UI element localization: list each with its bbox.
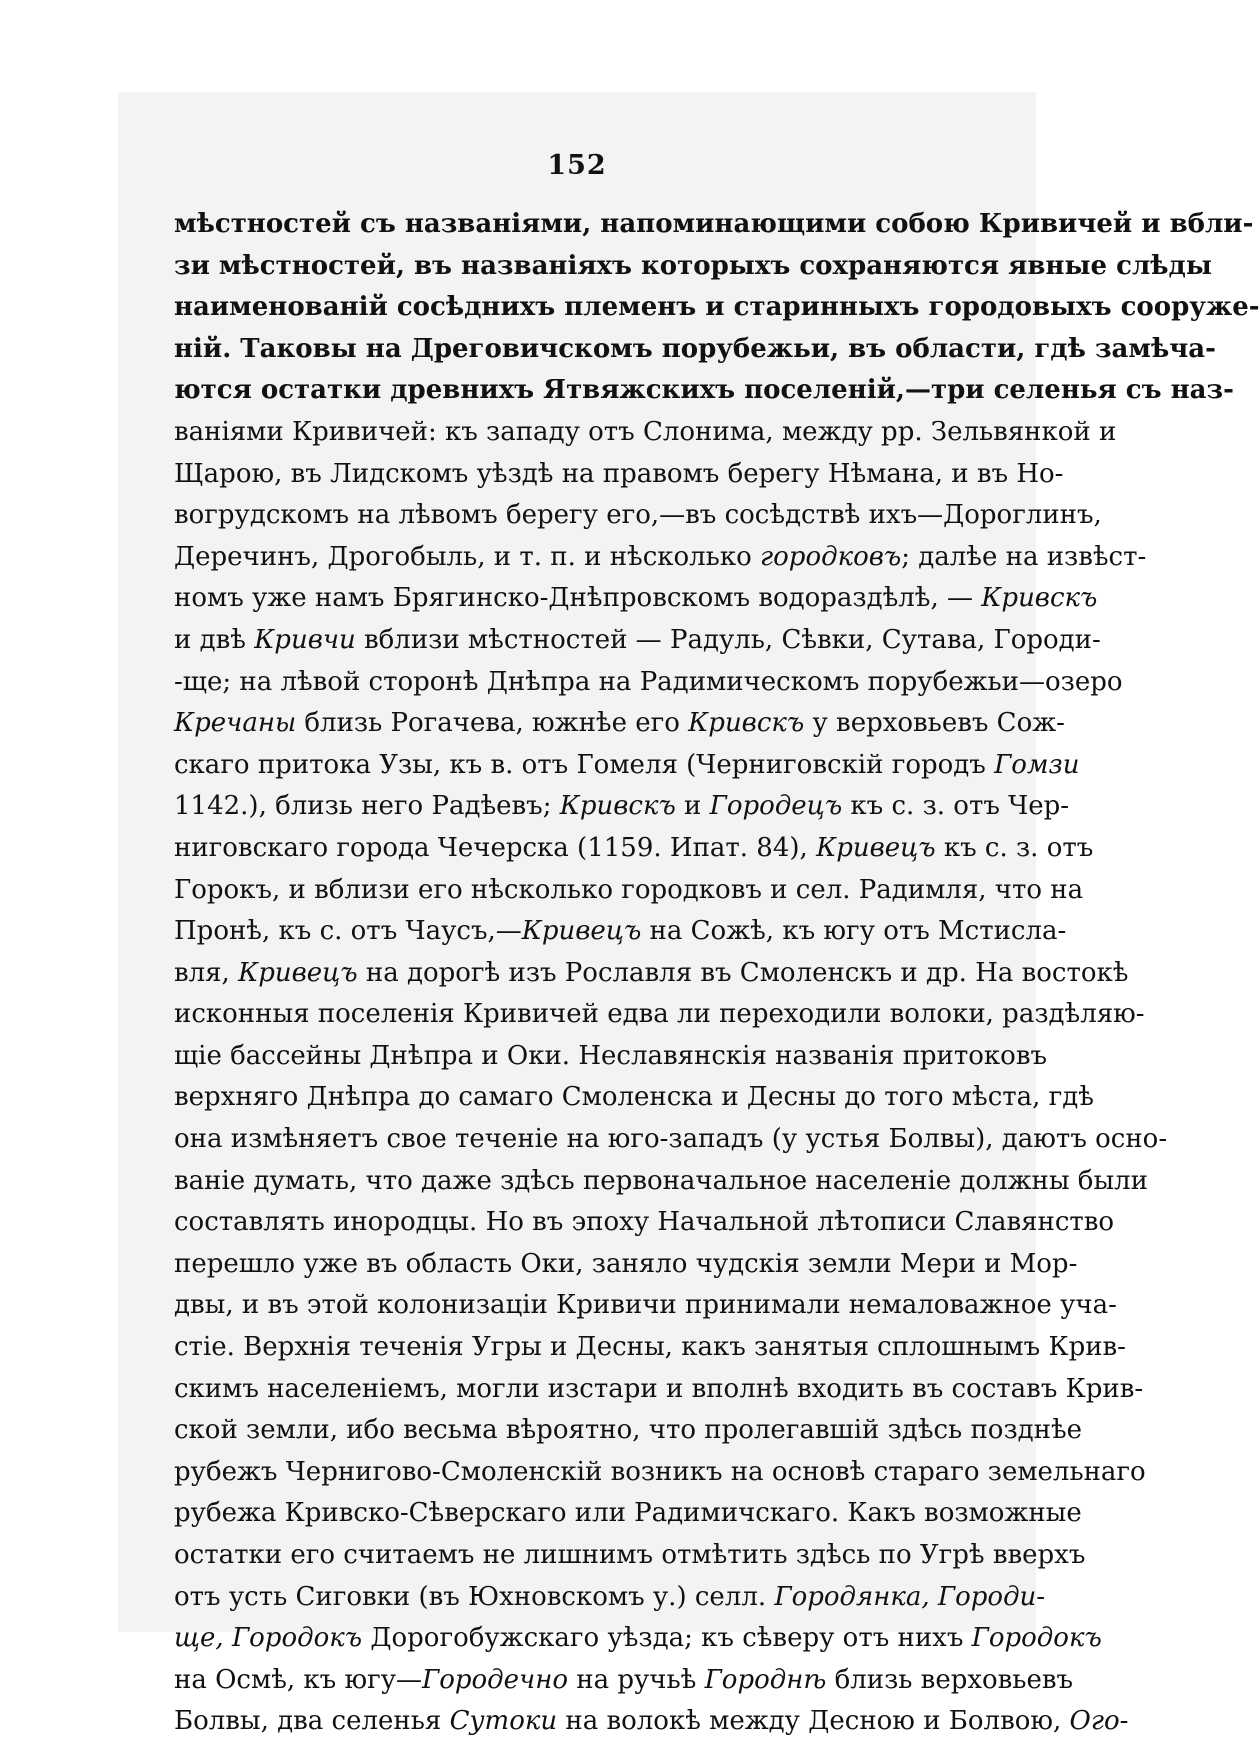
text-line	[174, 870, 1084, 912]
text-segment: и двѣ	[174, 624, 255, 655]
italic-place-name: Кривецъ	[521, 916, 642, 947]
text-segment: вля,	[174, 957, 239, 988]
text-segment: ются остатки древнихъ Ятвяжскихъ поселеній,—три селенья съ наз-	[174, 375, 1234, 406]
text-segment: ниговскаго города Чечерска (1159. Ипат. 84),	[174, 832, 817, 863]
text-segment: Деречинъ, Дрогобыль, и т. п. и нѣсколько	[174, 541, 761, 572]
text-segment: на ручьѣ	[568, 1664, 705, 1695]
text-line	[174, 620, 1101, 662]
book-page	[118, 92, 1260, 1737]
text-line	[174, 1660, 1074, 1702]
italic-place-name: Городокъ	[971, 1623, 1102, 1654]
italic-place-name: Ого-	[1069, 1706, 1129, 1737]
text-line	[174, 994, 1145, 1036]
text-segment: Горокъ, и вблизи его нѣсколько городковъ и сел. Радимля, что на	[174, 874, 1084, 905]
text-line	[174, 828, 1094, 870]
italic-place-name: Кривскъ	[559, 791, 676, 822]
text-line	[174, 370, 1234, 412]
text-segment: ; далѣе на извѣст-	[901, 541, 1147, 572]
italic-place-name: Городецъ	[709, 791, 843, 822]
text-segment: къ с. з. отъ Чер-	[842, 791, 1070, 822]
text-line	[174, 1701, 1129, 1743]
text-segment: рубежъ Черниговo-Смоленскій возникъ на основѣ стараго земельнаго	[174, 1456, 1146, 1487]
text-segment: скаго притока Узы, къ в. отъ Гомеля (Черниговскій городъ	[174, 749, 995, 780]
text-line	[174, 412, 1117, 454]
text-line	[174, 745, 1080, 787]
page-number: 152	[547, 150, 607, 181]
text-line	[174, 662, 1123, 704]
text-line	[174, 1493, 1082, 1535]
text-line	[174, 329, 1216, 371]
text-segment: и	[675, 791, 710, 822]
text-segment: ваніями Кривичей: къ западу отъ Слонима, между рр. Зельвянкой и	[174, 416, 1117, 447]
text-line	[174, 1327, 1126, 1369]
text-segment: -ще; на лѣвой сторонѣ Днѣпра на Радимическомъ порубежьи—озеро	[174, 666, 1123, 697]
text-segment: вогрудскомъ на лѣвомъ берегу его,—въ сосѣдствѣ ихъ—Дороглинъ,	[174, 500, 1102, 531]
italic-place-name: городковъ	[760, 541, 902, 572]
italic-place-name: Сутоки	[449, 1706, 558, 1737]
text-segment: Щарою, въ Лидскомъ уѣздѣ на правомъ берегу Нѣмана, и въ Но-	[174, 458, 1064, 489]
text-segment: на Сожѣ, къ югу отъ Мстисла-	[641, 916, 1067, 947]
text-line	[174, 1577, 1046, 1619]
italic-place-name: Кривчи	[254, 624, 356, 655]
text-line	[174, 1161, 1148, 1203]
text-line	[174, 1410, 1083, 1452]
text-segment: стіе. Верхнія теченія Угры и Десны, какъ занятыя сплошнымъ Крив-	[174, 1332, 1126, 1363]
text-line	[174, 495, 1102, 537]
text-segment: перешло уже въ область Оки, заняло чудскія земли Мери и Мор-	[174, 1248, 1078, 1279]
text-segment: на дорогѣ изъ Рославля въ Смоленскъ и др. На востокѣ	[357, 957, 1129, 988]
text-line	[174, 703, 1065, 745]
text-line	[174, 1036, 1048, 1078]
text-segment: остатки его считаемъ не лишнимъ отмѣтить здѣсь по Угрѣ вверхъ	[174, 1540, 1086, 1570]
italic-place-name: Гомзи	[994, 749, 1080, 780]
italic-place-name: Городнѣ	[704, 1664, 827, 1695]
text-segment: ской земли, ибо весьма вѣроятно, что пролегавшій здѣсь позднѣе	[174, 1415, 1083, 1446]
text-segment: ній. Таковы на Дреговичскомъ порубежьи, въ области, гдѣ замѣча-	[174, 333, 1216, 364]
text-line	[174, 1369, 1144, 1411]
text-line	[174, 1285, 1117, 1327]
text-line	[174, 911, 1067, 953]
text-line	[174, 953, 1129, 995]
text-segment: щіе бассейны Днѣпра и Оки. Неславянскія названія притоковъ	[174, 1040, 1048, 1071]
italic-place-name: Кривецъ	[238, 957, 358, 988]
text-line	[174, 1535, 1086, 1577]
text-segment: Дорогобужскаго уѣзда; къ сѣверу отъ нихъ	[362, 1623, 972, 1654]
text-line	[174, 204, 1254, 246]
text-line	[174, 454, 1064, 496]
text-segment: верхняго Днѣпра до самаго Смоленска и Десны до того мѣста, гдѣ	[174, 1082, 1094, 1113]
text-line	[174, 1202, 1115, 1244]
text-segment: номъ уже намъ Брягинско-Днѣпровскомъ водораздѣлѣ, —	[174, 583, 982, 614]
text-segment: исконныя поселенія Кривичей едва ли переходили волоки, раздѣляю-	[174, 999, 1145, 1030]
italic-place-name: Городянка, Городи-	[774, 1581, 1046, 1612]
text-segment: 1142.), близь него Радѣевъ;	[174, 791, 560, 822]
text-segment: ваніе думать, что даже здѣсь первоначальное населеніе должны были	[174, 1165, 1148, 1196]
text-segment: на волокѣ между Десною и Болвою,	[557, 1706, 1070, 1737]
text-segment: близь верховьевъ	[826, 1664, 1074, 1695]
text-segment: зи мѣстностей, въ названіяхъ которыхъ сохраняются явные слѣды	[174, 250, 1212, 281]
text-line	[174, 1618, 1102, 1660]
italic-place-name: Городечно	[422, 1664, 568, 1695]
text-segment: Пронѣ, къ с. отъ Чаусъ,—	[174, 916, 522, 947]
text-segment: наименованій сосѣднихъ племенъ и старинныхъ городовыхъ сооруже-	[174, 292, 1260, 323]
text-segment: на Осмѣ, къ югу—	[174, 1664, 423, 1695]
text-line	[174, 287, 1260, 329]
text-line	[174, 246, 1212, 288]
italic-place-name: Кривскъ	[981, 583, 1098, 614]
text-segment: двы, и въ этой колонизаціи Кривичи принимали немаловажное уча-	[174, 1290, 1117, 1321]
text-line	[174, 786, 1070, 828]
text-segment: близь Рогачева, южнѣе его	[296, 708, 689, 739]
text-line	[174, 537, 1147, 579]
italic-place-name: Кривецъ	[816, 832, 936, 863]
text-line	[174, 1077, 1094, 1119]
italic-place-name: Кречаны	[174, 708, 297, 739]
text-line	[174, 1244, 1078, 1286]
text-line	[174, 1119, 1168, 1161]
text-line	[174, 1452, 1146, 1494]
text-line	[174, 578, 1098, 620]
text-segment: рубежа Кривско-Сѣверскаго или Радимичскаго. Какъ возможные	[174, 1498, 1082, 1529]
text-segment: составлять инородцы. Но въ эпоху Начальной лѣтописи Славянство	[174, 1207, 1115, 1238]
italic-place-name: Кривскъ	[688, 708, 805, 739]
text-segment: къ с. з. отъ	[935, 832, 1094, 863]
italic-place-name: ще, Городокъ	[174, 1623, 363, 1654]
text-segment: скимъ населеніемъ, могли изстари и вполнѣ входить въ составъ Крив-	[174, 1373, 1144, 1404]
text-segment: мѣстностей съ названіями, напоминающими собою Кривичей и вбли-	[174, 209, 1254, 239]
text-segment: отъ усть Сиговки (въ Юхновскомъ у.) селл.	[174, 1581, 775, 1612]
text-segment: вблизи мѣстностей — Радуль, Сѣвки, Сутава, Городи-	[355, 624, 1101, 655]
body-text	[174, 204, 1260, 1743]
text-segment: Болвы, два селенья	[174, 1706, 450, 1737]
text-segment: она измѣняетъ свое теченіе на юго-западъ (у устья Болвы), даютъ осно-	[174, 1124, 1168, 1155]
text-segment: у верховьевъ Сож-	[804, 708, 1065, 739]
